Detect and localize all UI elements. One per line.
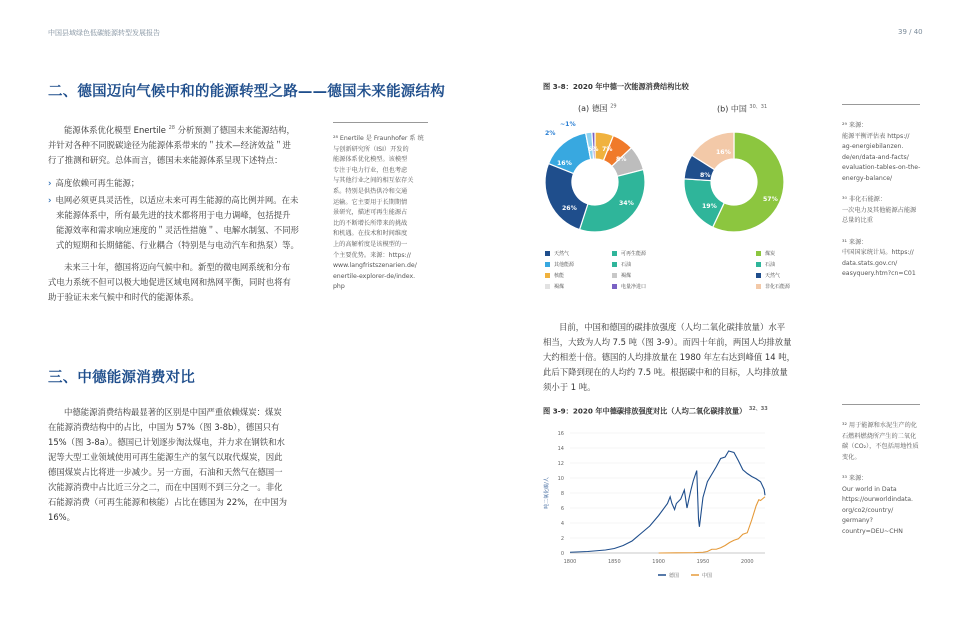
legend-label: 石油 xyxy=(621,262,632,268)
outro-l1: 未来三十年，德国将迈向气候中和。新型的微电网系统和分布 xyxy=(64,262,291,272)
legend-label: 其他能源 xyxy=(554,262,575,268)
legend-label: 核能 xyxy=(554,273,565,279)
footnote-ref-29: 29 xyxy=(610,103,617,110)
emission-l5: 须小于 1 吨。 xyxy=(543,382,596,392)
germany-pct-nuclear: 6% xyxy=(588,146,599,153)
footnote-right-bottom-line: org/co2/country/ xyxy=(842,506,894,514)
comparison-l6: 次能源消费中占比近三分之二，而在中国则不到三分之一。非化 xyxy=(48,482,283,492)
footnotes-29-31 xyxy=(842,121,932,280)
germany-pct-import: ~1% xyxy=(560,121,576,128)
section-heading-germany: 二、德国迈向气候中和的能源转型之路——德国未来能源结构 xyxy=(48,84,445,100)
footnote-28-line: 景研究，描述可再生能源占 xyxy=(333,209,408,217)
germany-pct-gas: 26% xyxy=(562,205,577,212)
legend-item xyxy=(756,283,790,290)
figure-3-8-title: 图 3-8：2020 年中德一次能源消费结构比较 xyxy=(543,82,689,91)
legend-label: 天然气 xyxy=(765,273,781,279)
footnote-right-bottom-line: 石燃料燃烧所产生的二氧化 xyxy=(842,432,917,440)
y-tick-label: 6 xyxy=(560,506,564,512)
footnote-rule xyxy=(842,104,920,105)
bullet-grid-l3: 能源效率和需求响应速度的＂灵活性措施＂、电解水制氢、不同形 xyxy=(56,225,299,235)
footnote-right-top-line: 中国国家统计局。https:// xyxy=(842,249,914,257)
figure-3-9-title-text: 图 3-9：2020 年中德碳排放强度对比（人均二氧化碳排放量） xyxy=(543,406,747,416)
footnote-28-line: 比的不断增长所带来的挑战 xyxy=(333,219,408,227)
legend-label: 天然气 xyxy=(554,251,570,257)
x-tick-label: 1950 xyxy=(696,559,710,565)
footnote-ref-28: 28 xyxy=(168,125,175,131)
footnote-right-top-line: easyquery.htm?cn=C01 xyxy=(842,270,916,278)
legend-label: 电量净进口 xyxy=(621,284,647,290)
footnote-right-top-line xyxy=(842,227,932,238)
y-tick-label: 2 xyxy=(560,536,564,542)
footnote-28-line: 和机遇。在技术和时间维度 xyxy=(333,230,408,238)
pie-china-subtitle-text: (b) 中国 xyxy=(717,104,747,114)
footnote-right-top-line: ³⁰ 非化石能源： xyxy=(842,196,887,204)
footnote-right-bottom-line: ³³ 来源： xyxy=(842,474,868,482)
footnote-right-bottom-line: 碳（CO₂），不包括用地性质 xyxy=(842,443,919,451)
footnote-28-line: 个主要优势。来源：https:// xyxy=(333,251,411,259)
footnote-28 xyxy=(333,134,433,293)
pie-germany-subtitle xyxy=(578,103,617,114)
pie-charts xyxy=(540,118,800,243)
footnote-right-bottom-line xyxy=(842,463,932,474)
germany-pie-slice xyxy=(545,164,588,230)
footnote-right-top-line: ag-energiebilanzen. xyxy=(842,143,904,151)
section-heading-comparison: 三、中德能源消费对比 xyxy=(48,370,195,386)
comparison-paragraph xyxy=(48,405,310,525)
y-tick-label: 8 xyxy=(560,491,564,497)
legend-item xyxy=(612,261,631,268)
legend-label: 非化石能源 xyxy=(765,284,791,290)
footnote-rule xyxy=(842,404,920,405)
chevron-right-icon: › xyxy=(48,178,52,188)
pie-china-subtitle xyxy=(717,103,767,115)
footnote-right-bottom-line: ³² 用于能源和水泥生产的化 xyxy=(842,422,917,429)
bullet-grid xyxy=(48,193,299,253)
bullet-renewables xyxy=(48,176,139,191)
footnote-right-top-line: ³¹ 来源： xyxy=(842,238,868,246)
intro-line3: 行了推测和研究。总体而言，德国未来能源体系呈现下述特点： xyxy=(48,154,283,165)
legend-item xyxy=(756,272,780,279)
comparison-l3: 15%（图 3-8a）。德国已计划逐步淘汰煤电，并力求在钢铁和水 xyxy=(48,437,285,447)
footnote-28-line: 与其他行业之间的相互依存关 xyxy=(333,177,414,185)
comparison-l5: 德国煤炭占比将进一步减少。另一方面，石油和天然气在德国一 xyxy=(48,467,283,477)
legend-label: 德国 xyxy=(669,573,680,579)
legend-item xyxy=(756,261,775,268)
china-pct-oil: 19% xyxy=(702,203,717,210)
germany-pct-hardcoal: 8% xyxy=(616,156,627,163)
emission-l1: 目前，中国和德国的碳排放强度（人均二氧化碳排放量）水平 xyxy=(559,322,786,332)
legend-label: 中国 xyxy=(702,573,713,579)
legend-item xyxy=(756,250,775,257)
y-tick-label: 12 xyxy=(557,461,564,467)
footnote-28-line: ²⁸ Enertile 是 Fraunhofer 系 统 xyxy=(333,135,424,142)
figure-3-9-title xyxy=(543,405,768,416)
footnote-28-line: www.langfristszenarien.de/ xyxy=(333,262,417,270)
footnote-right-top-line: 一次电力及其他能源占能源 xyxy=(842,206,917,214)
footnote-right-bottom-line: Our world in Data xyxy=(842,485,897,493)
footnote-right-bottom-line: https://ourworldindata. xyxy=(842,496,914,504)
footnote-right-top-line: evaluation-tables-on-the- xyxy=(842,164,921,172)
china-pct-gas: 8% xyxy=(700,172,711,179)
footnote-28-line: 专注于电力行业，但也考虑 xyxy=(333,166,408,174)
legend-item xyxy=(545,283,564,290)
bullet-grid-l2: 来能源体系中，所有最先进的技术都将用于电力调峰，包括提升 xyxy=(56,210,291,220)
outro-paragraph xyxy=(48,260,308,305)
legend-label: 褐煤 xyxy=(621,273,632,279)
legend-label: 石油 xyxy=(765,262,776,268)
emission-paragraph xyxy=(543,320,805,395)
series-line-china xyxy=(659,497,765,553)
x-tick-label: 1800 xyxy=(563,559,577,565)
comparison-l8: 16%。 xyxy=(48,512,75,522)
germany-pct-lignite: 7% xyxy=(602,146,613,153)
legend-item xyxy=(612,272,631,279)
china-pct-nonfossil: 16% xyxy=(716,149,731,156)
footnote-right-top-line: 能源平衡评估表 https:// xyxy=(842,132,910,140)
footnote-28-line: 上的高解析度是该模型的一 xyxy=(333,240,408,248)
y-tick-label: 4 xyxy=(560,521,564,527)
footnote-28-line: 运输。它主要用于长期期情 xyxy=(333,198,408,206)
intro-paragraph xyxy=(48,121,308,168)
footnote-28-line: enertile-explorer-de/index. xyxy=(333,272,416,280)
footnote-ref-32-33: 32、33 xyxy=(748,406,768,412)
bullet-renewables-text: 高度依赖可再生能源； xyxy=(55,178,140,188)
legend-label: 可再生能源 xyxy=(621,251,647,257)
footnote-right-top-line: ²⁹ 来源： xyxy=(842,122,868,129)
footnotes-32-33 xyxy=(842,421,932,538)
legend-item xyxy=(612,250,646,257)
footnote-right-top-line xyxy=(842,185,932,196)
legend-item xyxy=(545,250,569,257)
page-number: 39 / 40 xyxy=(898,28,923,36)
legend-item xyxy=(545,272,564,279)
germany-pct-renewables: 16% xyxy=(557,160,572,167)
footnote-right-top-line: energy-balance/ xyxy=(842,174,893,182)
outro-l3: 助于验证未来气候中和时代的能源体系。 xyxy=(48,292,199,302)
footnote-right-top-line: data.stats.gov.cn/ xyxy=(842,259,898,267)
y-tick-label: 16 xyxy=(557,431,564,437)
emission-l3: 大约相差十倍。德国的人均排放量在 1980 年左右达到峰值 14 吨， xyxy=(543,352,795,362)
germany-pie-slice xyxy=(580,170,645,232)
report-title: 中国县域绿色低碳能源转型发展报告 xyxy=(48,29,160,37)
footnote-28-line: php xyxy=(333,283,345,291)
emission-l2: 相当，大致为人均 7.5 吨（图 3-9）。而四十年前，两国人均排放量 xyxy=(543,337,792,347)
legend-item xyxy=(612,283,646,290)
intro-text-a: 能源体系优化模型 Enertile xyxy=(64,124,166,135)
legend-label: 褐煤 xyxy=(554,284,565,290)
comparison-l2: 在能源消费结构中的占比，中国为 57%（图 3-8b），德国只有 xyxy=(48,422,280,432)
y-tick-label: 10 xyxy=(557,476,564,482)
footnote-28-line: 系。特别是供热供冷和交通 xyxy=(333,187,408,195)
footnote-right-bottom-line: germany?country=DEU~CHN xyxy=(842,517,903,535)
y-tick-label: 0 xyxy=(560,551,564,557)
intro-text-b: 分析预测了德国未来能源结构， xyxy=(177,124,295,135)
comparison-l4: 泥等大型工业领域使用可再生能源生产的氢气以取代煤炭，因此 xyxy=(48,452,283,462)
footnote-right-bottom-line: 变化。 xyxy=(842,453,861,461)
line-chart xyxy=(540,425,780,590)
germany-pct-other: 2% xyxy=(545,130,556,137)
germany-pct-oil: 34% xyxy=(619,200,634,207)
emission-l4: 此后下降到现在的人均约 7.5 吨。根据碳中和的目标，人均排放量 xyxy=(543,367,788,377)
legend-label: 煤炭 xyxy=(765,251,776,257)
bullet-grid-l1: 电网必须更具灵活性，以适应未来可再生能源的高比例并网。在未 xyxy=(55,195,299,205)
y-axis-label: 吨二氧化碳/人 xyxy=(544,477,550,509)
footnote-rule xyxy=(333,122,428,123)
y-tick-label: 14 xyxy=(557,446,564,452)
footnote-28-line: 能源体系优化模型。该模型 xyxy=(333,156,408,164)
x-tick-label: 1850 xyxy=(607,559,621,565)
footnote-ref-30-31: 30、31 xyxy=(749,104,768,110)
x-tick-label: 2000 xyxy=(740,559,754,565)
bullet-grid-l4: 式的短期和长期储能、行业耦合（特别是与电动汽车和热泵）等。 xyxy=(56,240,299,250)
legend-item xyxy=(545,261,574,268)
x-tick-label: 1900 xyxy=(652,559,666,565)
series-line-germany xyxy=(570,451,765,552)
china-pct-coal: 57% xyxy=(763,196,778,203)
comparison-l1: 中德能源消费结构最显著的区别是中国严重依赖煤炭：煤炭 xyxy=(64,407,282,417)
intro-line2: 并针对各种不同脱碳途径为能源体系带来的＂技术—经济效益＂进 xyxy=(48,139,291,150)
pie-germany-subtitle-text: (a) 德国 xyxy=(578,104,608,113)
footnote-right-top-line: de/en/data-and-facts/ xyxy=(842,153,909,161)
outro-l2: 式电力系统不但可以极大地促进区域电网和热网平衡，同时也将有 xyxy=(48,277,291,287)
footnote-28-line: 与创新研究所（ISI）开发的 xyxy=(333,145,409,153)
chevron-right-icon: › xyxy=(48,195,52,205)
comparison-l7: 石能源消费（可再生能源和核能）占比在德国为 22%，在中国为 xyxy=(48,497,288,507)
footnote-right-top-line: 总量的比重 xyxy=(842,217,873,225)
